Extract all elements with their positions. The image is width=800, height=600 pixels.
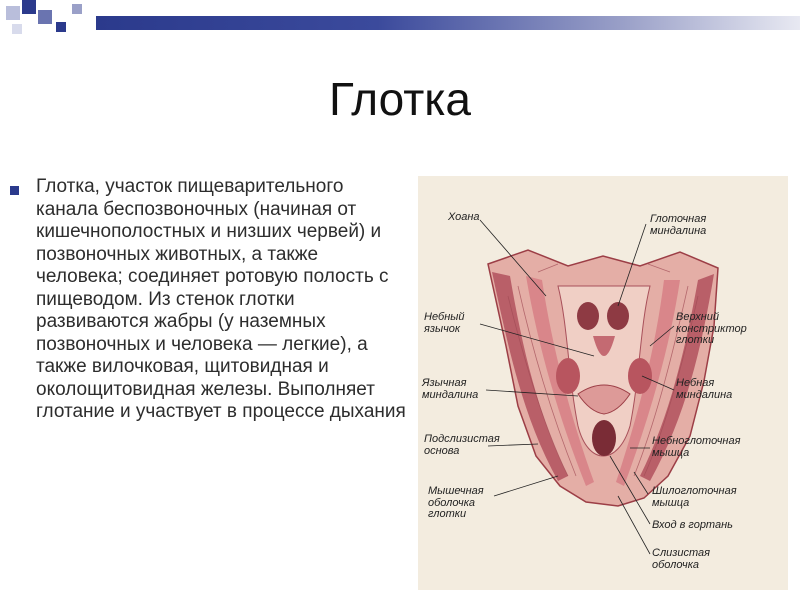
slide-body-text: Глотка, участок пищеварительного канала беспозвоночных (начиная от кишечнополостных и низших червей) и позвоночных животных, а также человека; соединяет ротовую полость с пищеводом. Из стенок глотки развиваются жабры (у наземных позвоночных и человека — легкие), а также вилочковая, щитовидная и околощитовидная железы. Выполняет глотание и участвует в процессе дыхания <box>36 176 406 422</box>
bullet-marker <box>10 186 19 195</box>
label-palatopharyngeus: Небноглоточная мышца <box>652 435 741 459</box>
label-submucosa: Подслизистая основа <box>424 433 500 457</box>
label-pharyngeal-tonsil: Глоточная миндалина <box>650 213 707 237</box>
deco-square <box>6 6 20 20</box>
label-stylopharyngeus: Шилоглоточная мышца <box>652 485 737 509</box>
deco-square <box>72 4 82 14</box>
deco-square <box>56 22 66 32</box>
header-bar <box>96 16 800 30</box>
deco-square <box>22 0 36 14</box>
label-lingual-tonsil: Язычная миндалина <box>422 377 479 401</box>
label-muscular-coat: Мышечная оболочка глотки <box>428 485 484 520</box>
slide-decoration <box>0 0 800 40</box>
slide-title: Глотка <box>328 73 472 125</box>
deco-square <box>12 24 22 34</box>
label-laryngeal-inlet: Вход в гортань <box>652 519 733 531</box>
label-hoana: Хоана <box>448 211 480 223</box>
label-mucosa: Слизистая оболочка <box>652 547 711 571</box>
deco-square <box>38 10 52 24</box>
label-superior-constrictor: Верхний констриктор глотки <box>676 311 747 346</box>
label-uvula: Небный язычок <box>424 311 465 335</box>
pharynx-anatomy-figure <box>418 176 788 590</box>
label-palatine-tonsil: Небная миндалина <box>676 377 733 401</box>
